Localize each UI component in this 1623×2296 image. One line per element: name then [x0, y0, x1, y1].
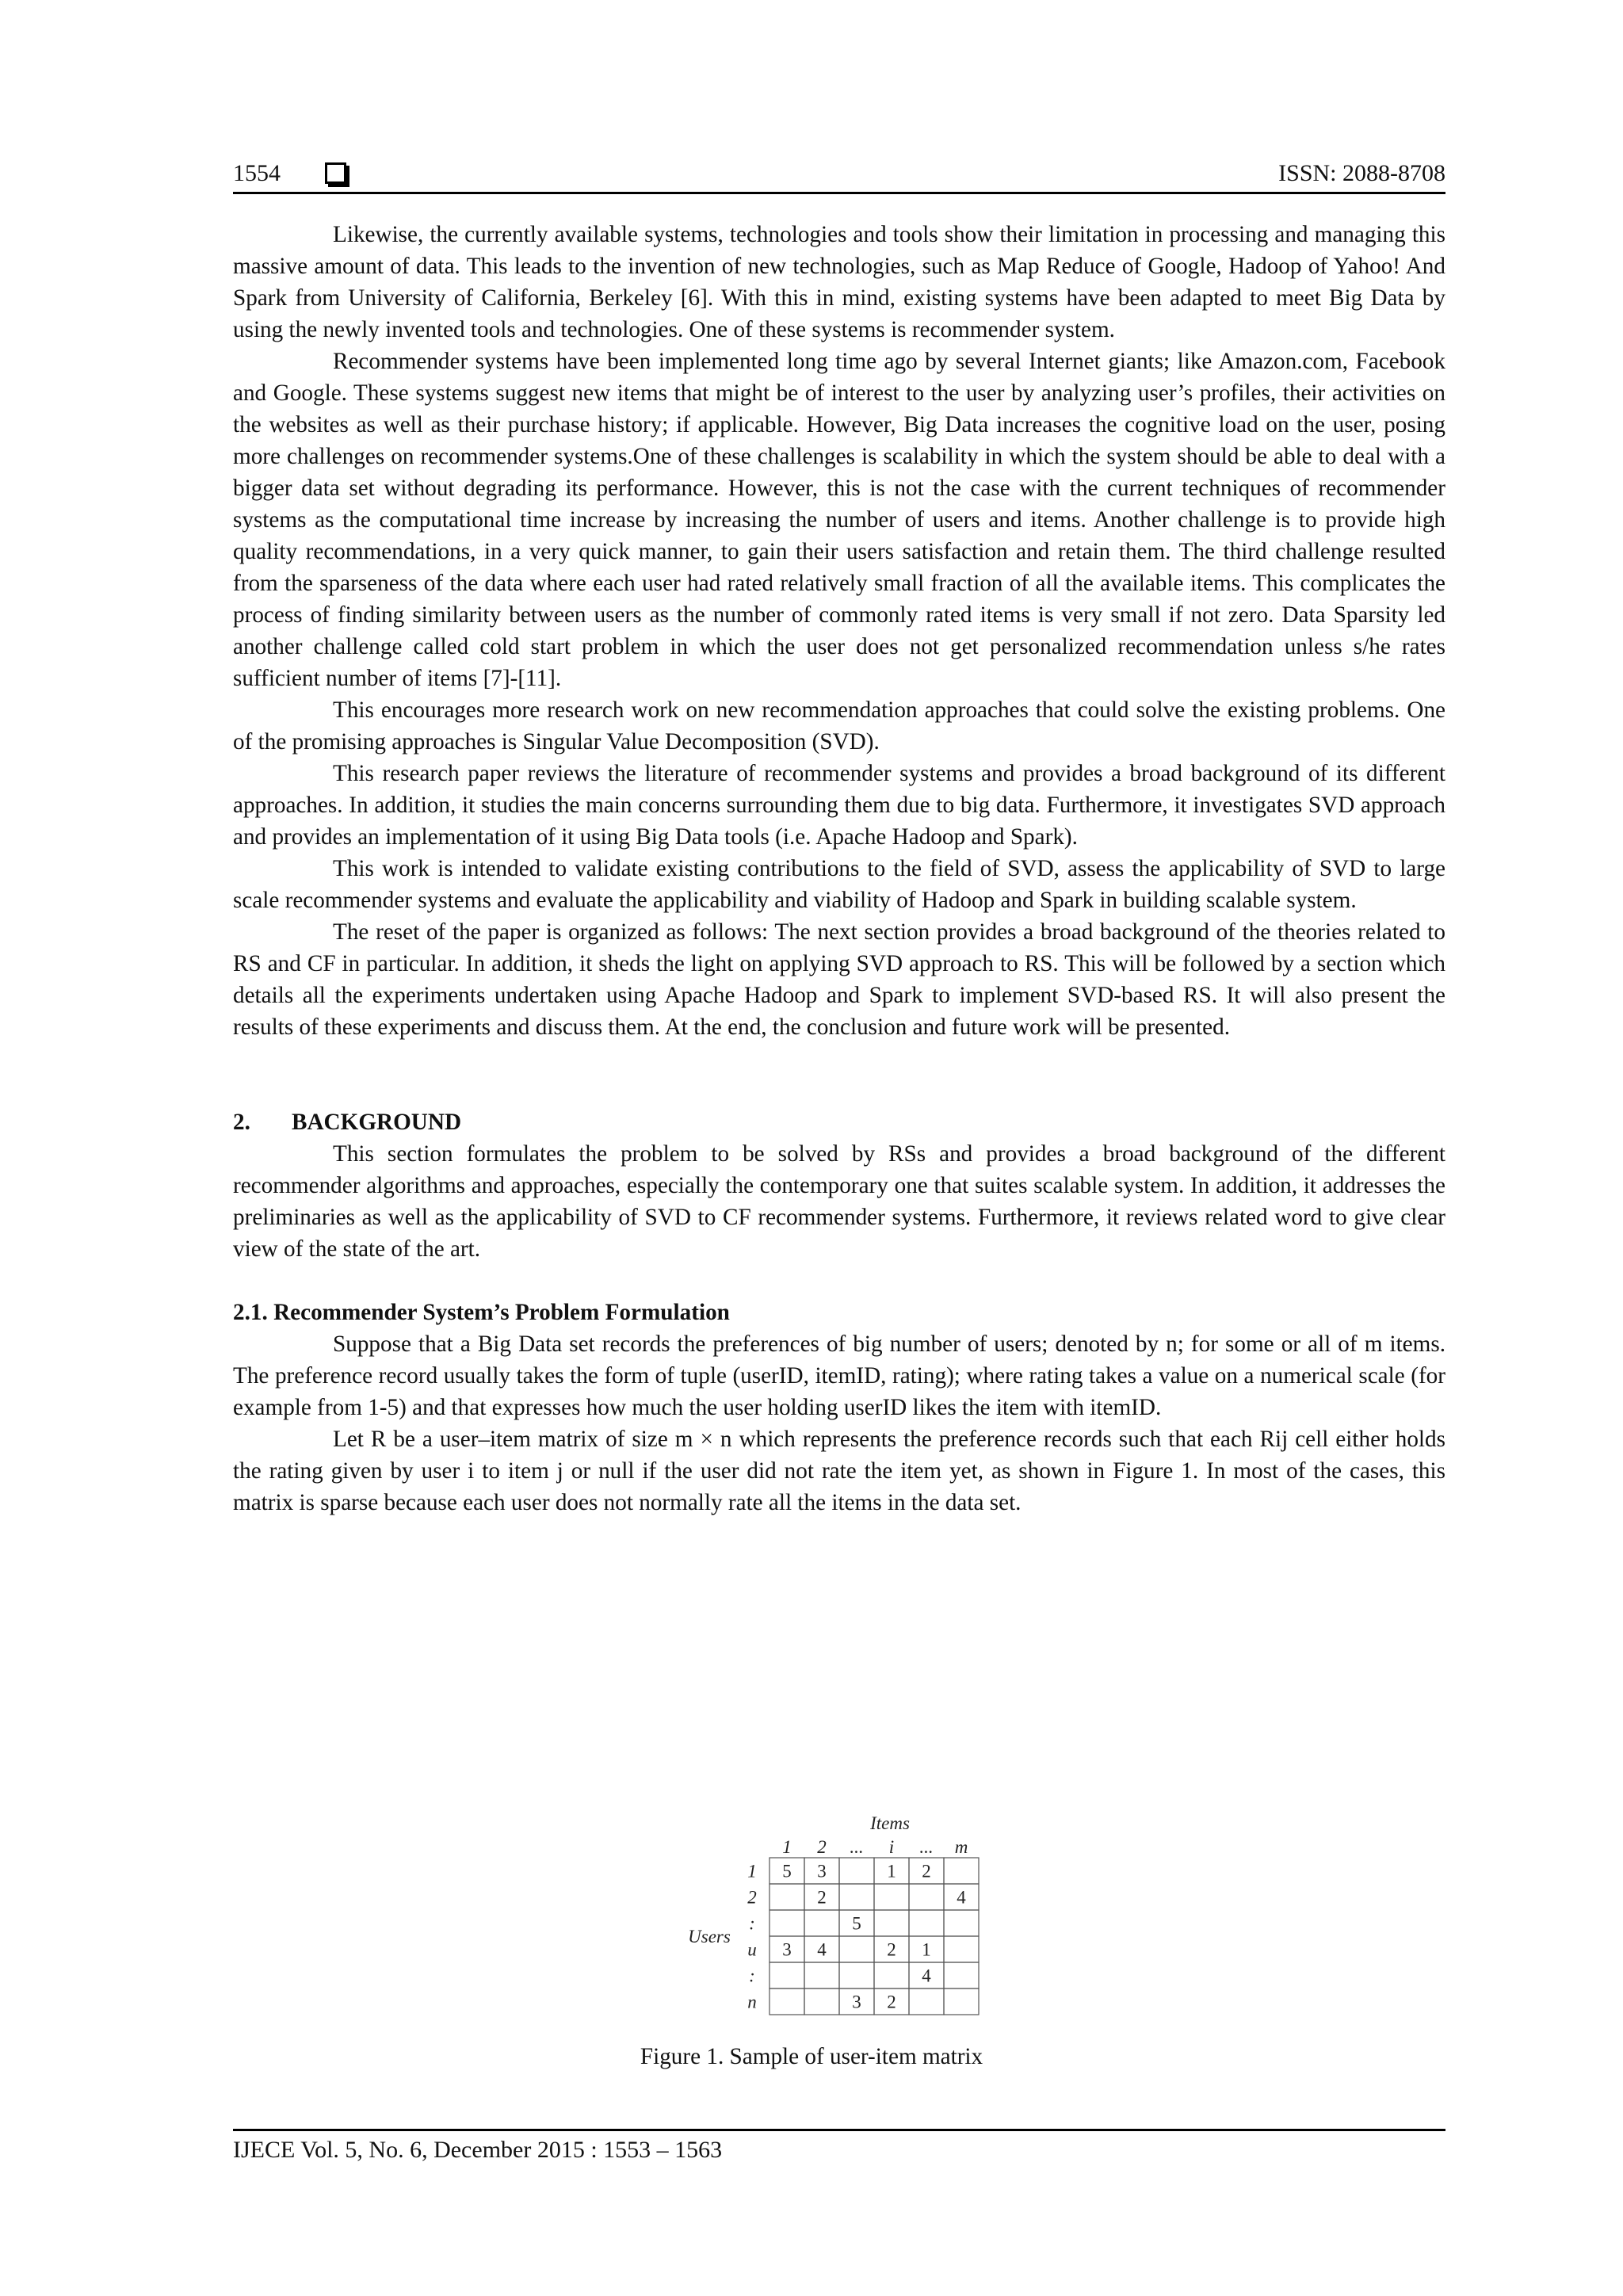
matrix-cell — [874, 1884, 909, 1910]
rating-value: 4 — [957, 1887, 966, 1908]
row-label: n — [747, 1992, 757, 2012]
paragraph: Likewise, the currently available systems, technologies and tools show their limitation in processing and managing this massive amount of data. This leads to the invention of new technologies, such as Map Reduce of Google, Hadoop of Yahoo! And Spark from University of California, Berkeley [6]. With this in mind, existing systems have been adapted to meet Big Data by using the newly invented tools and technologies. One of these systems is recommender system. — [233, 222, 1445, 342]
page-number: 1554 — [233, 160, 281, 186]
matrix-cell — [874, 1910, 909, 1936]
row-label: u — [747, 1939, 757, 1960]
paragraph: The reset of the paper is organized as follows: The next section provides a broad background of the theories related to RS and CF in particular. In addition, it sheds the light on applying SVD approach to RS. This will be followed by a section which details all the experiments undertaken using Apache Hadoop and Spark to implement SVD-based RS. It will also present the results of these experiments and discuss them. At the end, the conclusion and future work will be presented. — [233, 919, 1445, 1040]
section-title: BACKGROUND — [292, 1110, 462, 1135]
column-label: m — [954, 1837, 968, 1857]
matrix-cell — [839, 1962, 874, 1988]
matrix-cell — [804, 1962, 839, 1988]
paragraph: Let R be a user–item matrix of size m × n which represents the preference records such that each Rij cell either holds the rating given by user i to item j or null if the user did not rate the item yet, as shown in Figure 1. In most of the cases, this matrix is sparse because each user does not normally rate all the items in the data set. — [233, 1427, 1445, 1515]
body-text — [233, 219, 1445, 1519]
rating-value: 4 — [922, 1966, 931, 1986]
paragraph: Recommender systems have been implemented long time ago by several Internet giants; like Amazon.com, Facebook and Google. These systems suggest new items that might be of interest to the user by analyzing user’s profiles, their activities on the websites as well as their purchase history; if applicable. However, Big Data increases the cognitive load on the user, posing more challenges on recommender systems.One of these challenges is scalability in which the system should be able to deal with a bigger data set without degrading its performance. However, this is not the case with the current techniques of recommender systems as the computational time increase by increasing the number of users and items. Another challenge is to provide high quality recommendations, in a very quick manner, to gain their users satisfaction and retain them. The third challenge resulted from the sparseness of the data where each user had rated relatively small fraction of all the available items. This complicates the process of finding similarity between users as the number of commonly rated items is very small if not zero. Data Sparsity led another challenge called cold start problem in which the user does not get personalized recommendation unless s/he rates sufficient number of items [7]-[11]. — [233, 349, 1445, 691]
subsection-heading: 2.1. Recommender System’s Problem Formulation — [233, 1300, 730, 1325]
column-label: 2 — [817, 1837, 827, 1857]
section-heading — [233, 1106, 1445, 1138]
figure-caption: Figure 1. Sample of user-item matrix — [640, 2044, 983, 2069]
column-label: i — [888, 1837, 895, 1857]
matrix-cell — [839, 1858, 874, 1884]
paragraph: This encourages more research work on new recommendation approaches that could solve the existing problems. One of the promising approaches is Singular Value Decomposition (SVD). — [233, 697, 1445, 755]
rating-value: 2 — [887, 1939, 896, 1960]
matrix-cell — [839, 1936, 874, 1962]
issn: ISSN: 2088-8708 — [1278, 160, 1445, 186]
page-header — [233, 155, 1445, 194]
users-label: Users — [688, 1927, 731, 1946]
row-label: 2 — [747, 1887, 757, 1908]
matrix-cell — [944, 1988, 979, 2015]
column-label: 1 — [782, 1837, 792, 1857]
rating-value: 2 — [922, 1861, 931, 1881]
column-label: ... — [850, 1837, 864, 1857]
rating-value: 2 — [887, 1992, 896, 2012]
user-item-matrix-figure — [659, 1810, 1031, 2048]
row-label: : — [749, 1966, 755, 1986]
matrix-cell — [804, 1988, 839, 2015]
section-number: 2. — [233, 1110, 250, 1135]
matrix-cell — [769, 1988, 804, 2015]
rating-value: 2 — [817, 1887, 827, 1908]
rating-value: 3 — [852, 1992, 861, 2012]
footer-citation: IJECE Vol. 5, No. 6, December 2015 : 1553 – 1563 — [233, 2137, 723, 2163]
matrix-cell — [909, 1910, 944, 1936]
matrix-cell — [944, 1858, 979, 1884]
rating-value: 3 — [817, 1861, 827, 1881]
rating-value: 3 — [782, 1939, 792, 1960]
matrix-cell — [909, 1884, 944, 1910]
paragraph: Suppose that a Big Data set records the preferences of big number of users; denoted by n; for some or all of m items. The preference record usually takes the form of tuple (userID, itemID, rating); where rating takes a value on a numerical scale (for example from 1-5) and that expresses how much the user holding userID likes the item with itemID. — [233, 1331, 1445, 1420]
matrix-cell — [909, 1988, 944, 2015]
matrix-cell — [804, 1910, 839, 1936]
rating-value: 5 — [782, 1861, 792, 1881]
ballot-box-icon — [325, 162, 346, 184]
matrix-cell — [839, 1884, 874, 1910]
rating-value: 1 — [922, 1939, 931, 1960]
matrix-cell — [769, 1910, 804, 1936]
items-label: Items — [870, 1813, 910, 1833]
rating-value: 1 — [887, 1861, 896, 1881]
matrix-cell — [769, 1962, 804, 1988]
row-label: : — [749, 1913, 755, 1934]
rating-value: 5 — [852, 1913, 861, 1934]
paragraph: This section formulates the problem to be solved by RSs and provides a broad background of the different recommender algorithms and approaches, especially the contemporary one that suites scalable system. In addition, it addresses the preliminaries as well as the applicability of SVD to CF recommender systems. Furthermore, it reviews related word to give clear view of the state of the art. — [233, 1141, 1445, 1262]
matrix-cell — [944, 1962, 979, 1988]
rating-value: 4 — [817, 1939, 827, 1960]
row-label: 1 — [747, 1861, 757, 1881]
paragraph: This research paper reviews the literature of recommender systems and provides a broad background of its different approaches. In addition, it studies the main concerns surrounding them due to big data. Furthermore, it investigates SVD approach and provides an implementation of it using Big Data tools (i.e. Apache Hadoop and Spark). — [233, 761, 1445, 850]
page-footer — [233, 2129, 1445, 2168]
matrix-cell — [944, 1936, 979, 1962]
matrix-cell — [944, 1910, 979, 1936]
matrix-cell — [769, 1884, 804, 1910]
matrix-cell — [874, 1962, 909, 1988]
column-label: ... — [919, 1837, 934, 1857]
paragraph: This work is intended to validate existing contributions to the field of SVD, assess the applicability of SVD to large scale recommender systems and evaluate the applicability and viability of Hadoop and Spark in building scalable system. — [233, 856, 1445, 913]
